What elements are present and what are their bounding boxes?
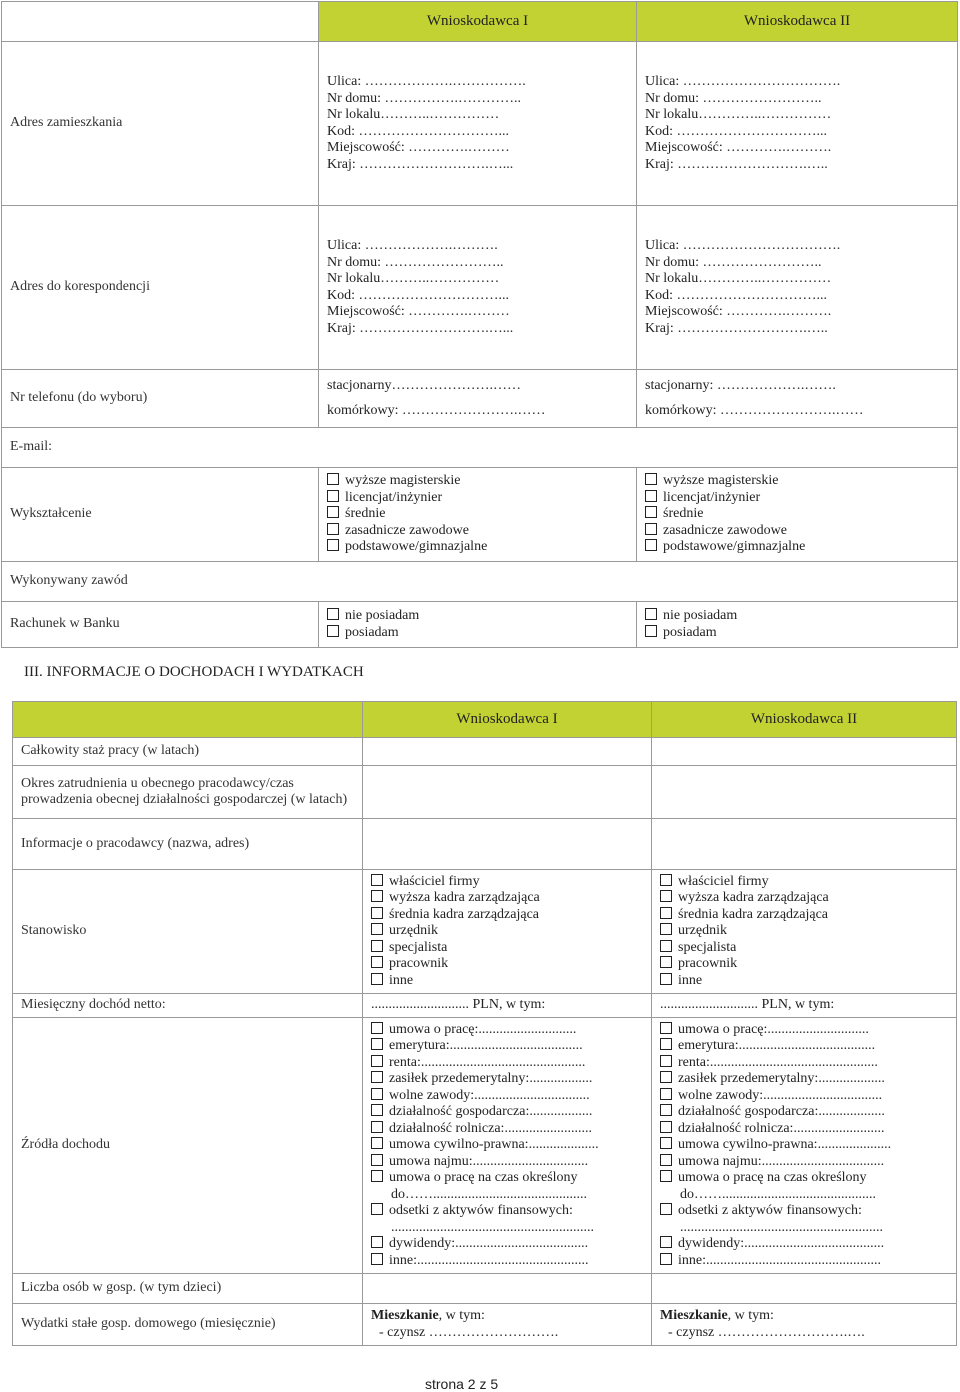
checkbox[interactable] xyxy=(660,1170,672,1182)
income-source-item[interactable]: emerytura:....................................... xyxy=(660,1038,948,1055)
income-source-item: do……............................................ xyxy=(680,1186,876,1202)
checkbox[interactable] xyxy=(371,1154,383,1166)
position-option[interactable]: inne xyxy=(371,973,643,990)
checkbox[interactable] xyxy=(327,523,339,535)
fixed-expenses-applicant-1[interactable]: Mieszkanie, w tym: - czynsz ………………………. xyxy=(363,1304,652,1346)
income-source-item[interactable]: zasiłek przedemerytalny:................... xyxy=(660,1071,948,1088)
bank-option[interactable]: nie posiadam xyxy=(645,608,949,625)
income-source-item[interactable]: odsetki z aktywów finansowych: xyxy=(371,1203,643,1220)
position-options-applicant-2 xyxy=(652,870,957,994)
net-income-applicant-1[interactable]: ............................ PLN, w tym: xyxy=(363,994,652,1018)
employer-info-applicant-1[interactable] xyxy=(363,819,652,870)
checkbox[interactable] xyxy=(371,1055,383,1067)
label-income-sources: Źródła dochodu xyxy=(13,1018,363,1274)
checkbox[interactable] xyxy=(660,1038,672,1050)
header-empty-cell xyxy=(13,702,363,738)
checkbox[interactable] xyxy=(645,608,657,620)
income-source-item: .......................................................... xyxy=(680,1219,883,1235)
home-address-applicant-1[interactable]: Ulica: ……………….……………. Nr domu: …………….………….. Nr lokalu………..…………… Kod: …………………………... Miejscowość: ………….……… Kraj: ……………………….…... xyxy=(319,42,637,206)
income-source-item[interactable]: odsetki z aktywów finansowych: xyxy=(660,1203,948,1220)
checkbox[interactable] xyxy=(660,973,672,985)
income-source-item[interactable]: umowa o pracę na czas określony xyxy=(371,1170,643,1187)
checkbox[interactable] xyxy=(371,1137,383,1149)
income-source-item[interactable]: dywidendy:........................................ xyxy=(660,1236,948,1253)
header-applicant-2: Wnioskodawca II xyxy=(652,702,957,738)
position-option[interactable]: średnia kadra zarządzająca xyxy=(371,907,643,924)
checkbox[interactable] xyxy=(371,1121,383,1133)
checkbox[interactable] xyxy=(371,1104,383,1116)
checkbox[interactable] xyxy=(660,940,672,952)
income-source-item[interactable]: umowa cywilno-prawna:.................... xyxy=(371,1137,643,1154)
checkbox[interactable] xyxy=(371,874,383,886)
income-source-item[interactable]: wolne zawody:................................. xyxy=(371,1088,643,1105)
income-source-item[interactable]: umowa najmu:................................... xyxy=(660,1154,948,1171)
checkbox[interactable] xyxy=(371,1071,383,1083)
income-source-item[interactable]: umowa cywilno-prawna:..................... xyxy=(660,1137,948,1154)
checkbox[interactable] xyxy=(327,625,339,637)
checkbox[interactable] xyxy=(327,490,339,502)
income-source-item[interactable]: umowa najmu:................................. xyxy=(371,1154,643,1171)
income-source-item[interactable]: umowa o pracę:............................. xyxy=(660,1022,948,1039)
income-sources-applicant-2 xyxy=(652,1018,957,1274)
label-position: Stanowisko xyxy=(13,870,363,994)
checkbox[interactable] xyxy=(327,506,339,518)
phone-applicant-2[interactable]: stacjonarny: ……………….……. komórkowy: …………………….…… xyxy=(637,370,958,428)
income-source-item[interactable]: działalność gospodarcza:................... xyxy=(660,1104,948,1121)
checkbox[interactable] xyxy=(371,1253,383,1265)
header-applicant-1: Wnioskodawca I xyxy=(363,702,652,738)
bank-option[interactable]: posiadam xyxy=(645,625,949,642)
income-expenses-table xyxy=(12,701,957,1346)
education-option[interactable]: średnie xyxy=(645,506,949,523)
education-option[interactable]: średnie xyxy=(327,506,628,523)
label-bank-account: Rachunek w Banku xyxy=(2,602,319,648)
checkbox[interactable] xyxy=(371,1038,383,1050)
household-size-applicant-2[interactable] xyxy=(652,1274,957,1304)
phone-applicant-1[interactable]: stacjonarny………………….…… komórkowy: …………………….…… xyxy=(319,370,637,428)
education-option[interactable]: licencjat/inżynier xyxy=(327,490,628,507)
position-option[interactable]: właściciel firmy xyxy=(371,874,643,891)
education-option[interactable]: wyższe magisterskie xyxy=(327,473,628,490)
checkbox[interactable] xyxy=(371,956,383,968)
income-sources-applicant-1 xyxy=(363,1018,652,1274)
position-option[interactable]: właściciel firmy xyxy=(660,874,948,891)
household-size-applicant-1[interactable] xyxy=(363,1274,652,1304)
header-applicant-1: Wnioskodawca I xyxy=(319,2,637,42)
education-option[interactable]: podstawowe/gimnazjalne xyxy=(327,539,628,556)
position-option[interactable]: inne xyxy=(660,973,948,990)
position-option[interactable]: pracownik xyxy=(371,956,643,973)
education-option[interactable]: zasadnicze zawodowe xyxy=(327,523,628,540)
position-option[interactable]: wyższa kadra zarządzająca xyxy=(371,890,643,907)
income-source-item[interactable]: inne:................................................. xyxy=(371,1253,643,1270)
checkbox[interactable] xyxy=(660,923,672,935)
checkbox[interactable] xyxy=(645,490,657,502)
position-option[interactable]: urzędnik xyxy=(660,923,948,940)
page-number: strona 2 z 5 xyxy=(425,1376,499,1392)
checkbox[interactable] xyxy=(660,1137,672,1149)
checkbox[interactable] xyxy=(660,907,672,919)
label-email: E-mail: xyxy=(2,428,958,468)
checkbox[interactable] xyxy=(371,1236,383,1248)
income-source-item[interactable]: renta:............................................... xyxy=(371,1055,643,1072)
checkbox[interactable] xyxy=(327,539,339,551)
home-address-applicant-2[interactable]: Ulica: ……………………………. Nr domu: …………………….. Nr lokalu…………..…………… Kod: …………………………... Miejscowość: ………….………. Kraj: ……………………….….. xyxy=(637,42,958,206)
income-source-item[interactable]: wolne zawody:.................................. xyxy=(660,1088,948,1105)
work-experience-applicant-1[interactable] xyxy=(363,738,652,766)
checkbox[interactable] xyxy=(645,506,657,518)
checkbox[interactable] xyxy=(371,890,383,902)
position-option[interactable]: urzędnik xyxy=(371,923,643,940)
position-option[interactable]: wyższa kadra zarządzająca xyxy=(660,890,948,907)
correspondence-address-applicant-2[interactable]: Ulica: ……………………………. Nr domu: …………………….. Nr lokalu…………..…………… Kod: …………………………... Miejscowość: ………….………. Kraj: ……………………….….. xyxy=(637,206,958,370)
label-education: Wykształcenie xyxy=(2,468,319,562)
bank-options-applicant-2 xyxy=(637,602,958,648)
checkbox[interactable] xyxy=(660,1022,672,1034)
label-correspondence-address: Adres do korespondencji xyxy=(2,206,319,370)
checkbox[interactable] xyxy=(371,923,383,935)
income-source-item[interactable]: renta:................................................ xyxy=(660,1055,948,1072)
employment-period-applicant-2[interactable] xyxy=(652,766,957,819)
checkbox[interactable] xyxy=(371,1022,383,1034)
income-source-item[interactable]: inne:.................................................. xyxy=(660,1253,948,1270)
checkbox[interactable] xyxy=(660,1154,672,1166)
checkbox[interactable] xyxy=(371,1170,383,1182)
income-source-item[interactable]: umowa o pracę na czas określony xyxy=(660,1170,948,1187)
employer-info-applicant-2[interactable] xyxy=(652,819,957,870)
income-source-item[interactable]: emerytura:...................................... xyxy=(371,1038,643,1055)
label-net-income: Miesięczny dochód netto: xyxy=(13,994,363,1018)
income-source-item[interactable]: działalność gospodarcza:.................. xyxy=(371,1104,643,1121)
label-household-size: Liczba osób w gosp. (w tym dzieci) xyxy=(13,1274,363,1304)
fixed-expenses-applicant-2[interactable]: Mieszkanie, w tym: - czynsz ……………………….…. xyxy=(652,1304,957,1346)
checkbox[interactable] xyxy=(660,874,672,886)
checkbox[interactable] xyxy=(660,1236,672,1248)
correspondence-address-applicant-1[interactable]: Ulica: ……………….………. Nr domu: …………………….. Nr lokalu………..…………… Kod: …………………………... Miejscowość: ………….……… Kraj: ……………………….…... xyxy=(319,206,637,370)
checkbox[interactable] xyxy=(371,973,383,985)
bank-options-applicant-1 xyxy=(319,602,637,648)
checkbox[interactable] xyxy=(660,1253,672,1265)
checkbox[interactable] xyxy=(645,473,657,485)
income-source-item: do……............................................ xyxy=(391,1186,587,1202)
checkbox[interactable] xyxy=(660,890,672,902)
education-option[interactable]: wyższe magisterskie xyxy=(645,473,949,490)
label-fixed-expenses: Wydatki stałe gosp. domowego (miesięcznie) xyxy=(13,1304,363,1346)
header-applicant-2: Wnioskodawca II xyxy=(637,2,958,42)
checkbox[interactable] xyxy=(327,473,339,485)
education-options-applicant-1 xyxy=(319,468,637,562)
income-source-item[interactable]: zasiłek przedemerytalny:.................. xyxy=(371,1071,643,1088)
checkbox[interactable] xyxy=(645,539,657,551)
checkbox[interactable] xyxy=(371,1203,383,1215)
checkbox[interactable] xyxy=(660,1121,672,1133)
label-employment-period: Okres zatrudnienia u obecnego pracodawcy/czas prowadzenia obecnej działalności gospodarczej (w latach) xyxy=(13,766,363,819)
education-option[interactable]: podstawowe/gimnazjalne xyxy=(645,539,949,556)
checkbox[interactable] xyxy=(645,625,657,637)
label-home-address: Adres zamieszkania xyxy=(2,42,319,206)
checkbox[interactable] xyxy=(660,1104,672,1116)
checkbox[interactable] xyxy=(371,907,383,919)
income-source-item[interactable]: dywidendy:...................................... xyxy=(371,1236,643,1253)
net-income-applicant-2[interactable]: ............................ PLN, w tym: xyxy=(652,994,957,1018)
bank-option[interactable]: posiadam xyxy=(327,625,628,642)
checkbox[interactable] xyxy=(660,1055,672,1067)
checkbox[interactable] xyxy=(371,940,383,952)
position-option[interactable]: specjalista xyxy=(371,940,643,957)
education-option[interactable]: licencjat/inżynier xyxy=(645,490,949,507)
label-work-experience: Całkowity staż pracy (w latach) xyxy=(13,738,363,766)
checkbox[interactable] xyxy=(660,1071,672,1083)
applicant-data-table xyxy=(1,1,958,648)
income-source-item: .......................................................... xyxy=(391,1219,594,1235)
label-phone: Nr telefonu (do wyboru) xyxy=(2,370,319,428)
checkbox[interactable] xyxy=(660,1203,672,1215)
checkbox[interactable] xyxy=(645,523,657,535)
position-option[interactable]: średnia kadra zarządzająca xyxy=(660,907,948,924)
position-option[interactable]: specjalista xyxy=(660,940,948,957)
work-experience-applicant-2[interactable] xyxy=(652,738,957,766)
section-title-income: III. INFORMACJE O DOCHODACH I WYDATKACH xyxy=(24,664,364,680)
education-option[interactable]: zasadnicze zawodowe xyxy=(645,523,949,540)
checkbox[interactable] xyxy=(327,608,339,620)
position-option[interactable]: pracownik xyxy=(660,956,948,973)
label-occupation: Wykonywany zawód xyxy=(2,562,958,602)
position-options-applicant-1 xyxy=(363,870,652,994)
income-source-item[interactable]: umowa o pracę:............................ xyxy=(371,1022,643,1039)
checkbox[interactable] xyxy=(660,956,672,968)
header-empty-cell xyxy=(2,2,319,42)
checkbox[interactable] xyxy=(371,1088,383,1100)
education-options-applicant-2 xyxy=(637,468,958,562)
employment-period-applicant-1[interactable] xyxy=(363,766,652,819)
bank-option[interactable]: nie posiadam xyxy=(327,608,628,625)
income-source-item[interactable]: działalność rolnicza:......................... xyxy=(371,1121,643,1138)
checkbox[interactable] xyxy=(660,1088,672,1100)
income-source-item[interactable]: działalność rolnicza:.......................... xyxy=(660,1121,948,1138)
label-employer-info: Informacje o pracodawcy (nazwa, adres) xyxy=(13,819,363,870)
